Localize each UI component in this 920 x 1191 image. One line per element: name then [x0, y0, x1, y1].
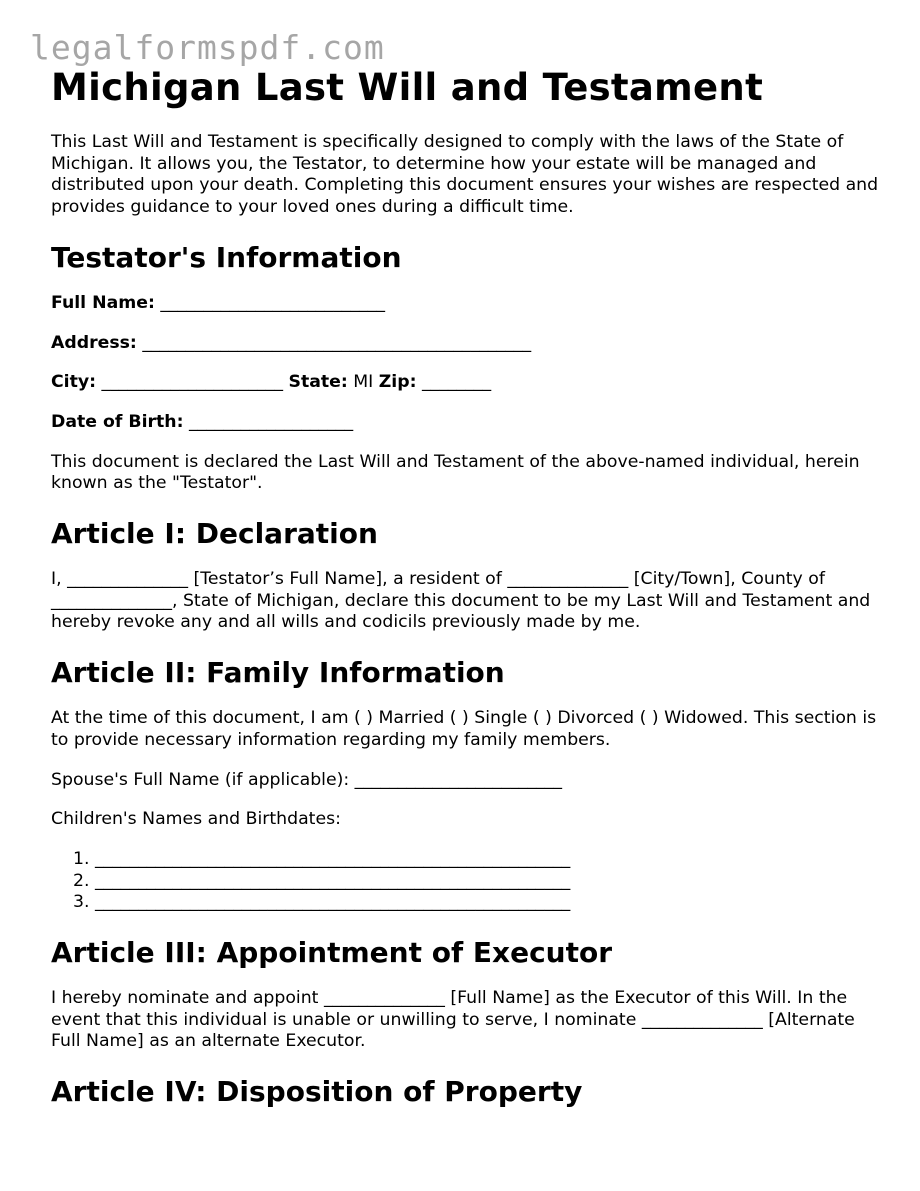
state-label: State:	[288, 372, 348, 393]
list-item[interactable]: 2. _______________________________________________________	[95, 871, 886, 893]
spouse-line[interactable]: Spouse's Full Name (if applicable): ________________________	[51, 769, 563, 790]
section-heading-article-4: Article IV: Disposition of Property	[51, 1075, 583, 1109]
state-value: MI	[353, 372, 374, 393]
address-field[interactable]: _____________________________________________	[142, 332, 532, 353]
section-heading-article-2: Article II: Family Information	[51, 656, 505, 690]
section-heading-article-3: Article III: Appointment of Executor	[51, 936, 613, 970]
dob-line	[51, 412, 886, 434]
list-item[interactable]: 1. _______________________________________________________	[95, 849, 886, 871]
section-heading-article-1: Article I: Declaration	[51, 517, 378, 551]
full-name-field[interactable]: __________________________	[160, 292, 386, 313]
children-list	[51, 849, 886, 914]
city-field[interactable]: _____________________	[101, 372, 283, 393]
section-heading-testator: Testator's Information	[51, 240, 402, 274]
watermark: legalformspdf.com	[30, 28, 385, 67]
list-item[interactable]: 3. _______________________________________________________	[95, 892, 886, 914]
declaration-note: This document is declared the Last Will and Testament of the above-named individual, herein known as the "Testator".	[51, 451, 860, 494]
zip-label: Zip:	[378, 372, 417, 393]
article-1-text: I, ______________ [Testator’s Full Name], a resident of ______________ [City/Town], County of ______________, State of Michigan, declare this document to be my Last Will and Testament and hereby revoke any and all wills and codicils previously made by me.	[51, 569, 871, 633]
address-label: Address:	[51, 332, 137, 353]
intro-paragraph: This Last Will and Testament is specifically designed to comply with the laws of the State of Michigan. It allows you, the Testator, to determine how your estate will be managed and distributed upon your death. Completing this document ensures your wishes are respected and provides guidance to your loved ones during a difficult time.	[51, 132, 879, 218]
document-title: Michigan Last Will and Testament	[51, 66, 764, 109]
full-name-label: Full Name:	[51, 292, 155, 313]
children-label: Children's Names and Birthdates:	[51, 809, 341, 830]
dob-label: Date of Birth:	[51, 411, 184, 432]
zip-field[interactable]: ________	[422, 372, 492, 393]
article-2-text: At the time of this document, I am ( ) Married ( ) Single ( ) Divorced ( ) Widowed. This section is to provide necessary information regarding my family members.	[51, 708, 877, 750]
address-line	[51, 333, 886, 355]
dob-field[interactable]: ___________________	[189, 411, 354, 432]
document-page	[51, 64, 886, 1110]
article-3-text: I hereby nominate and appoint ______________ [Full Name] as the Executor of this Will. In the event that this individual is unable or unwilling to serve, I nominate ______________ [Alternate Full Name] as an alternate Executor.	[51, 988, 855, 1052]
city-state-zip-line	[51, 372, 886, 394]
full-name-line	[51, 293, 886, 315]
city-label: City:	[51, 372, 97, 393]
